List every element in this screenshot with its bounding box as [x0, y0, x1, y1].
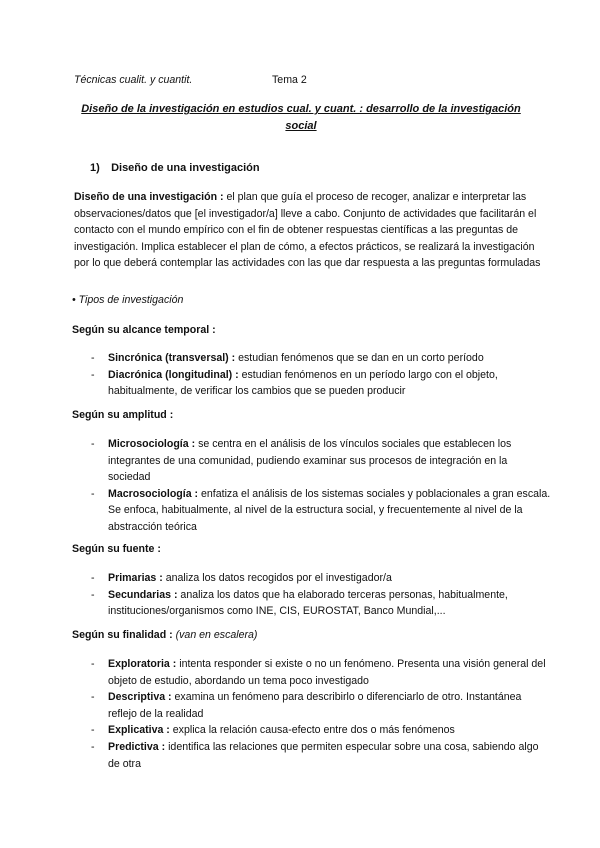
list-item	[91, 486, 551, 536]
item-term: Explicativa :	[108, 724, 170, 737]
heading-finalidad	[72, 627, 257, 644]
section-label: Diseño de una investigación	[111, 162, 260, 174]
intro-paragraph	[74, 189, 544, 272]
item-text: intenta responder si existe o no un fenómeno. Presenta una visión general del objeto de estudio, abordando un tema poco investigado	[108, 658, 546, 687]
list-item	[91, 367, 551, 400]
list-item	[91, 722, 551, 739]
list-amplitud	[91, 436, 551, 536]
list-item	[91, 587, 551, 620]
header-subject: Técnicas cualit. y cuantit.	[74, 74, 193, 86]
item-term: Microsociología :	[108, 438, 196, 450]
list-item	[91, 656, 551, 689]
item-text: analiza los datos que ha elaborado terceras personas, habitualmente, instituciones/organismos como INE, CIS, EUROSTAT, Banco Mundial,...	[108, 588, 508, 618]
heading-finalidad-label: Según su finalidad :	[72, 629, 173, 641]
item-term: Sincrónica (transversal) :	[108, 352, 236, 364]
heading-amplitud: Según su amplitud :	[72, 409, 174, 421]
heading-fuente: Según su fuente :	[72, 543, 161, 555]
item-term: Primarias :	[108, 572, 163, 584]
dash-marker: -	[91, 691, 95, 704]
dash-marker: -	[91, 658, 95, 670]
list-item	[91, 570, 551, 587]
list-item	[91, 436, 551, 486]
item-text: estudian fenómenos en un período largo con el objeto, habitualmente, de verificar los cambios que se pueden producir	[108, 368, 498, 398]
list-item	[91, 350, 551, 367]
dash-marker: -	[91, 740, 95, 753]
dash-marker: -	[91, 572, 95, 584]
section-heading	[90, 160, 260, 177]
item-term: Diacrónica (longitudinal) :	[108, 368, 239, 381]
item-term: Predictiva :	[108, 740, 166, 753]
dash-marker: -	[91, 368, 95, 381]
item-text: examina un fenómeno para describirlo o diferenciarlo de otro. Instantánea reflejo de la realidad	[108, 691, 522, 720]
dash-marker: -	[91, 487, 95, 500]
list-finalidad	[91, 656, 551, 772]
item-text: se centra en el análisis de los vínculos sociales que establecen los integrantes de una comunidad, pudiendo examinar sus procesos de integración en la sociedad	[108, 438, 512, 484]
dash-marker: -	[91, 724, 95, 737]
header-topic: Tema 2	[272, 74, 307, 86]
tipos-bullet: • Tipos de investigación	[72, 294, 184, 306]
item-text: estudian fenómenos que se dan en un corto período	[235, 352, 484, 364]
item-text: enfatiza el análisis de los sistemas sociales y poblacionales a gran escala. Se enfoca, habitualmente, al nivel de la estructura social, y frecuentemente al nivel de la abstracción teórica	[108, 487, 551, 533]
heading-finalidad-note: (van en escalera)	[172, 629, 258, 641]
document-title: Diseño de la investigación en estudios cual. y cuant. : desarrollo de la investigación social	[81, 103, 521, 132]
list-item	[91, 689, 551, 722]
item-term: Macrosociología :	[108, 487, 199, 500]
item-term: Secundarias :	[108, 588, 178, 601]
list-item	[91, 739, 551, 772]
dash-marker: -	[91, 352, 95, 364]
item-text: analiza los datos recogidos por el investigador/a	[162, 572, 392, 584]
list-fuente	[91, 570, 551, 620]
item-term: Exploratoria :	[108, 658, 177, 670]
dash-marker: -	[91, 438, 95, 450]
item-term: Descriptiva :	[108, 691, 172, 704]
dash-marker: -	[91, 588, 95, 601]
item-text: explica la relación causa-efecto entre dos o más fenómenos	[169, 724, 455, 737]
heading-temporal: Según su alcance temporal :	[72, 324, 216, 336]
item-text: identifica las relaciones que permiten especular sobre una cosa, sabiendo algo de otra	[108, 740, 539, 770]
list-temporal	[91, 350, 551, 400]
section-number: 1)	[90, 162, 100, 174]
intro-term: Diseño de una investigación :	[74, 191, 224, 203]
intro-text: el plan que guía el proceso de recoger, analizar e interpretar las observaciones/datos que [el investigador/a] lleve a cabo. Conjunto de actividades que facilitarán el contacto con el mundo empírico con el fin de obtener respuestas científicas a las preguntas de investigación. Implica establecer el plan de cómo, a efectos prácticos, se realizará la investigación por lo que deberá contemplar las actividades con las que dar respuesta a las preguntas formuladas	[74, 191, 541, 270]
